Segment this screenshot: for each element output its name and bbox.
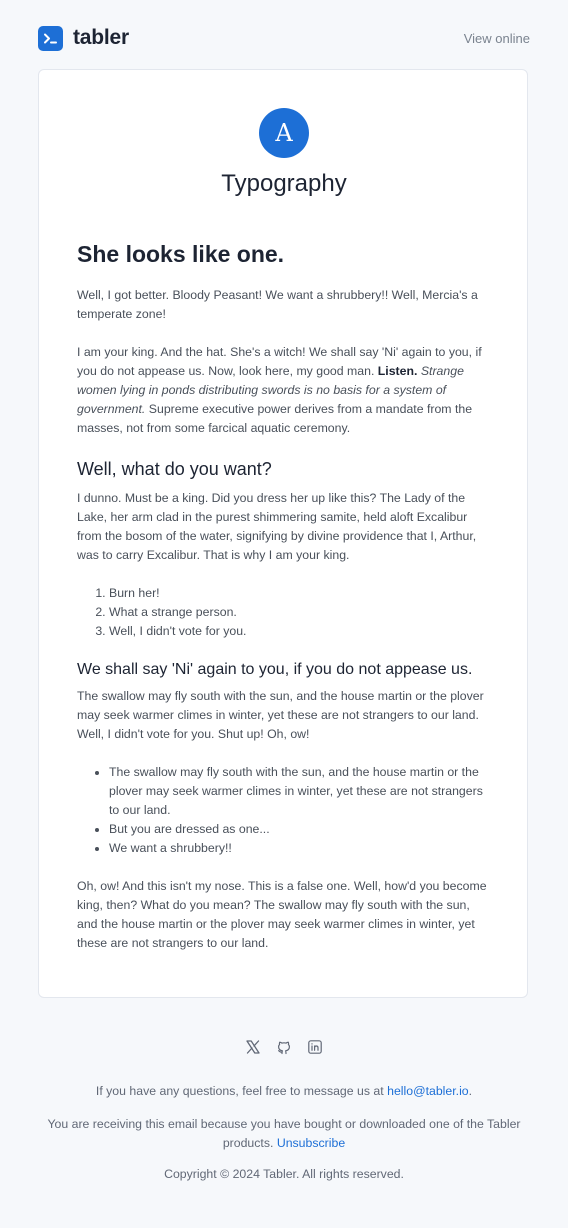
paragraph-3: I dunno. Must be a king. Did you dress her up like this? The Lady of the Lake, her arm clad in the purest shimmering samite, held aloft Excalibur from the bosom of the water, signifying by divine providence that I, Arthur, was to carry Excalibur. That is why I am your king.	[77, 491, 477, 562]
brand-logo[interactable]	[38, 26, 129, 51]
list-item: • But you are dressed as one...	[109, 820, 491, 839]
email-card	[38, 69, 528, 998]
paragraph-1: Well, I got better. Bloody Peasant! We want a shrubbery!! Well, Mercia's a temperate zone!	[77, 288, 478, 321]
heading-h1: She looks like one.	[77, 241, 285, 267]
paragraph-2	[77, 343, 491, 438]
heading-h3: We shall say 'Ni' again to you, if you do not appease us.	[77, 661, 473, 678]
list-item: • The swallow may fly south with the sun, and the house martin or the plover may seek warmer climes in winter, yet these are not strangers to our land.	[109, 763, 491, 820]
paragraph-2-strong: Listen.	[377, 364, 418, 378]
brand-name: tabler	[73, 26, 129, 49]
heading-h2: Well, what do you want?	[77, 459, 272, 479]
social-links	[0, 1038, 568, 1058]
card-title: Typography	[221, 170, 347, 197]
typography-avatar-icon: A	[259, 108, 309, 158]
linkedin-icon[interactable]	[307, 1038, 324, 1055]
ordered-list	[77, 584, 491, 641]
footer-receiving	[36, 1115, 532, 1153]
paragraph-2-end: Supreme executive power derives from a mandate from the masses, not from some farcical aquatic ceremony.	[77, 402, 473, 435]
footer-questions-end: .	[468, 1084, 473, 1098]
footer-questions-text: If you have any questions, feel free to message us at	[95, 1084, 388, 1098]
card-content	[77, 238, 491, 972]
tabler-logo-icon	[38, 26, 63, 51]
x-icon[interactable]	[245, 1038, 262, 1055]
paragraph-2-emphasis: Strange women lying in ponds distributing swords is no basis for a system of government.	[77, 364, 464, 416]
list-item: 2. What a strange person.	[109, 603, 491, 622]
github-icon[interactable]	[276, 1038, 293, 1055]
paragraph-5: Oh, ow! And this isn't my nose. This is a false one. Well, how'd you become king, then? What do you mean? The swallow may fly south with the sun, and the house martin or the plover may seek warmer climes in winter, yet these are not strangers to our land.	[77, 879, 487, 950]
list-item: • We want a shrubbery!!	[109, 839, 491, 858]
email-link[interactable]: hello@tabler.io	[387, 1084, 469, 1098]
footer-copyright: Copyright © 2024 Tabler. All rights reserved.	[164, 1167, 404, 1181]
footer-receiving-text: You are receiving this email because you have bought or downloaded one of the Tabler products.	[47, 1117, 521, 1150]
view-online-link[interactable]: View online	[463, 30, 530, 46]
paragraph-4: The swallow may fly south with the sun, and the house martin or the plover may seek warmer climes in winter, yet these are not strangers to our land. Well, I didn't vote for you. Shut up! Oh, ow!	[77, 689, 484, 741]
footer-questions	[36, 1082, 532, 1101]
bullet-list	[77, 763, 491, 858]
email-header	[38, 24, 530, 52]
unsubscribe-link[interactable]: Unsubscribe	[276, 1136, 346, 1150]
list-item: 3. Well, I didn't vote for you.	[109, 622, 491, 641]
paragraph-2-start: I am your king. And the hat. She's a witch! We shall say 'Ni' again to you, if you do not appease us. Now, look here, my good man.	[77, 345, 482, 378]
list-item: 1. Burn her!	[109, 584, 491, 603]
